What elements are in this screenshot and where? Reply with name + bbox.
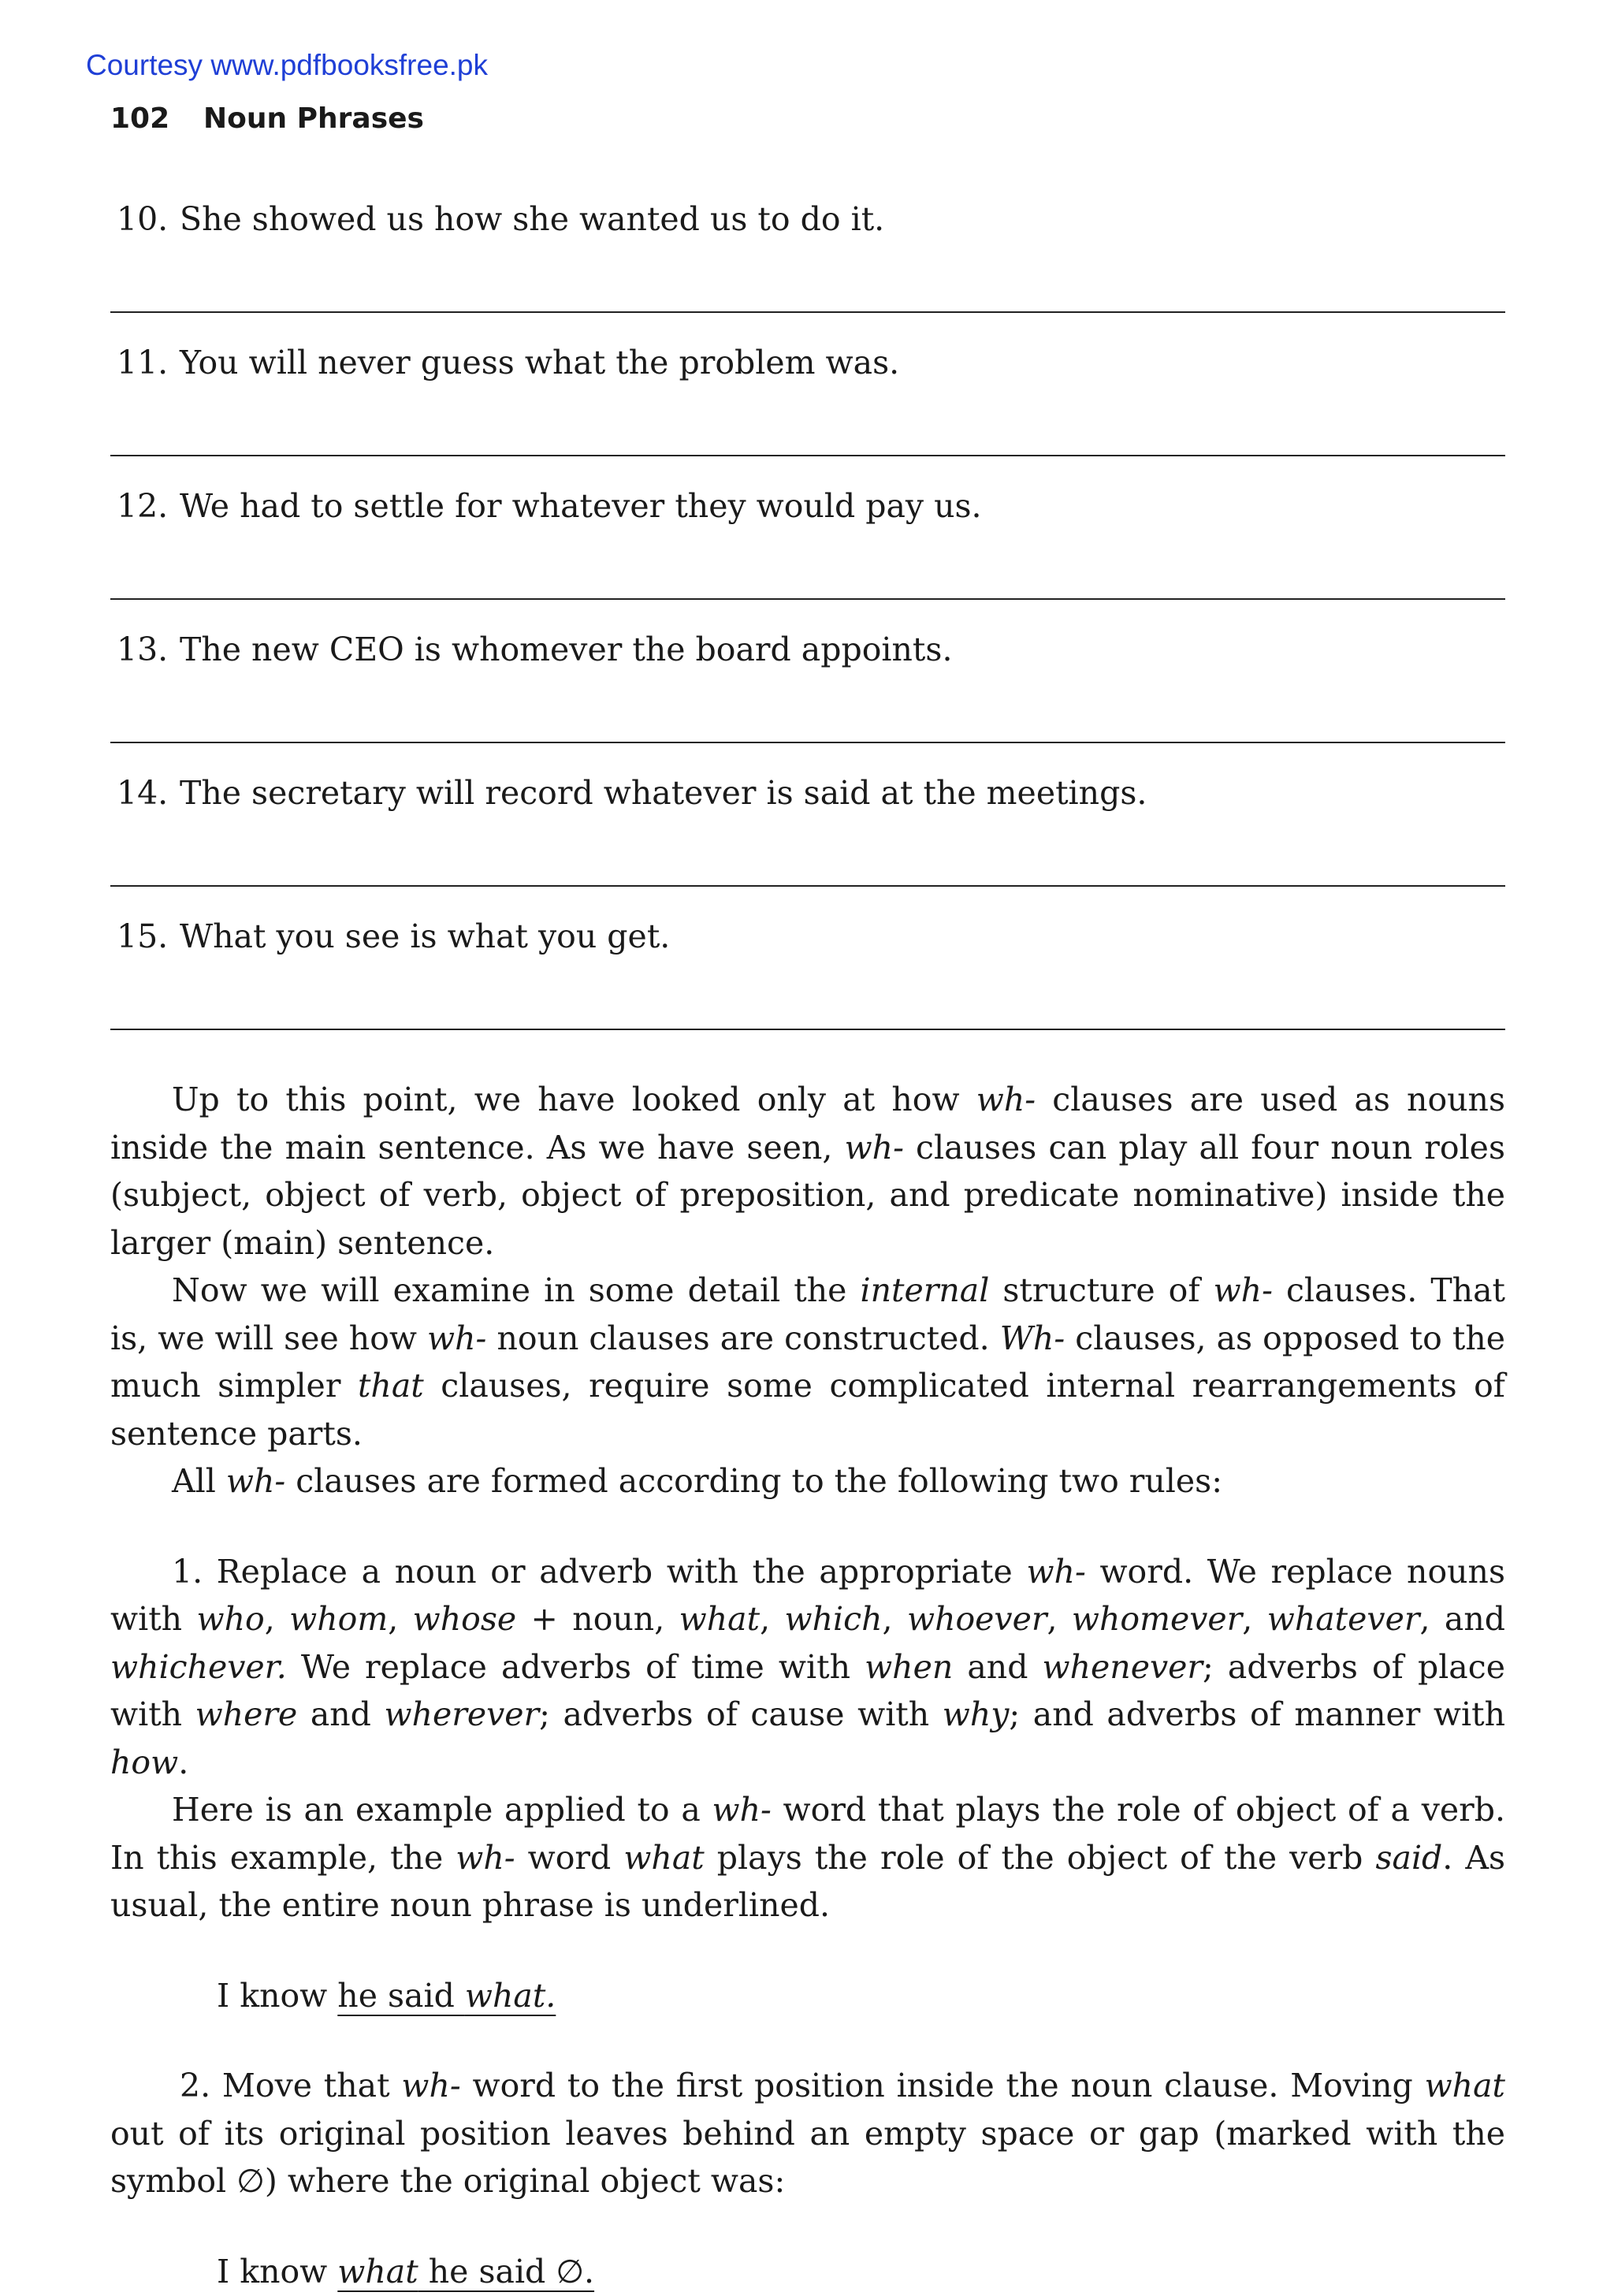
text-run: structure of [989,1271,1214,1309]
text-run: Wh- [999,1319,1065,1357]
rule-2 [110,2062,1505,2205]
text-run: whom [289,1600,389,1638]
text-run: wh- [1213,1271,1273,1309]
paragraph-intro [110,1076,1505,1267]
text-run: whoever [906,1600,1047,1638]
text-run: and [953,1647,1043,1686]
text-run: ; and adverbs of manner with [1009,1695,1505,1733]
text-run: I know [217,1976,338,2015]
text-run: . As usual, the entire noun phrase is underlined. [110,1838,1506,1924]
text-run: whenever [1042,1647,1203,1686]
text-run: noun clauses are constructed. [486,1319,1000,1357]
text-run: what [679,1600,761,1638]
text-run: how [110,1743,179,1781]
text-run: wh- [1026,1552,1086,1591]
text-run: , [264,1600,275,1638]
text-run: out of its original position leaves behind an empty space or gap (marked with the symbol ∅) where the original object was: [110,2114,1505,2200]
running-title: Noun Phrases [203,102,424,135]
answer-line[interactable] [110,598,1505,600]
answer-line[interactable] [110,311,1505,313]
spacer [110,2205,1505,2248]
text-run: whose [412,1600,517,1638]
exercise-list [110,181,1505,1042]
text-run: whomever [1071,1600,1243,1638]
text-run: , [388,1600,399,1638]
text-run: he said [337,1976,465,2015]
spacer [110,1929,1505,1972]
example-sentence-2 [110,2248,1505,2296]
text-run: and [297,1695,385,1733]
text-run: ; adverbs of place with [110,1647,1505,1733]
underlined-noun-phrase [337,2253,594,2290]
underlined-noun-phrase [337,1977,556,2015]
exercise-sentence: What you see is what you get. [180,917,671,955]
text-run: what [623,1838,705,1877]
paragraph-rules-intro [110,1457,1505,1505]
answer-line[interactable] [110,1029,1505,1030]
text-run: We replace adverbs of time with [286,1647,865,1686]
text-run: , [1242,1600,1253,1638]
text-run: , [882,1600,893,1638]
text-run: said [1375,1838,1443,1877]
example-sentence-1 [110,1972,1505,2020]
body-text [110,1076,1505,2295]
rule-1 [110,1548,1505,1787]
exercise-number: 14. [117,774,169,812]
text-run: what. [464,1976,556,2015]
exercise-number: 10. [117,200,169,238]
text-run: clauses can play all four noun roles (subject, object of verb, object of preposition, and predicate nominative) inside the larger (main) sentence. [110,1128,1505,1262]
spacer [110,1505,1505,1548]
text-run: clauses are used as nouns inside the main sentence. As we have seen, [110,1081,1505,1167]
text-run: , [760,1600,771,1638]
exercise-sentence: The new CEO is whomever the board appoints. [180,631,953,668]
exercise-sentence: You will never guess what the problem was. [180,344,900,381]
text-run: where [195,1695,298,1733]
text-run: whatever [1266,1600,1420,1638]
text-run: wherever [384,1695,540,1733]
text-run: . [178,1743,189,1781]
text-run: clauses, as opposed to the much simpler [110,1319,1505,1405]
text-run: + noun, [516,1600,679,1638]
paragraph-internal-structure [110,1267,1505,1457]
text-run: word [515,1838,624,1877]
text-run: what [337,2252,418,2290]
text-run: why [942,1695,1010,1733]
text-run: wh- [456,1838,515,1877]
exercise-sentence: She showed us how she wanted us to do it. [180,200,885,238]
text-run: ; adverbs of cause with [539,1695,943,1733]
exercise-item [110,612,1505,755]
text-run: clauses, require some complicated internal rearrangements of sentence parts. [110,1367,1505,1453]
text-run: I know [217,2252,338,2290]
text-run: internal [860,1271,990,1309]
text-run: wh- [401,2067,461,2104]
text-run: wh- [976,1081,1036,1118]
text-run: All [172,1462,226,1500]
text-run: wh- [712,1791,772,1829]
exercise-number: 15. [117,917,169,955]
text-run: that [357,1367,424,1405]
text-run: who [196,1600,265,1638]
exercise-sentence: The secretary will record whatever is said at the meetings. [180,774,1147,812]
text-run: 1. Replace a noun or adverb with the appropriate [172,1552,1027,1591]
text-run: which [784,1600,883,1638]
text-run: whichever. [110,1647,287,1686]
text-run: what [1424,2067,1505,2104]
text-run: word to the first position inside the noun clause. Moving [460,2067,1425,2104]
exercise-number: 11. [117,344,169,381]
exercise-sentence: We had to settle for whatever they would pay us. [180,487,982,525]
text-run: Now we will examine in some detail the [172,1271,861,1309]
running-head [110,102,424,135]
exercise-item [110,325,1505,468]
exercise-item [110,468,1505,612]
text-run: wh- [844,1128,904,1167]
page-number: 102 [110,102,170,135]
text-run: he said ∅. [418,2252,595,2290]
text-run: clauses. That is, we will see how [110,1271,1505,1357]
text-run: wh- [427,1319,487,1357]
text-run: 2. Move that [180,2067,402,2104]
text-run: wh- [225,1462,286,1500]
text-run: word. We replace nouns with [110,1552,1505,1638]
exercise-number: 12. [117,487,169,525]
paragraph-example-intro [110,1786,1505,1929]
exercise-item [110,181,1505,325]
answer-line[interactable] [110,742,1505,743]
text-run: , [1047,1600,1058,1638]
text-run: Up to this point, we have looked only at how [172,1081,976,1118]
text-run: , and [1419,1600,1505,1638]
text-run: when [865,1647,954,1686]
exercise-number: 13. [117,631,169,668]
text-run: word that plays the role of object of a verb. In this example, the [110,1791,1506,1877]
text-run: clauses are formed according to the following two rules: [285,1462,1223,1500]
exercise-item [110,899,1505,1042]
answer-line[interactable] [110,455,1505,456]
courtesy-link[interactable]: Courtesy www.pdfbooksfree.pk [86,49,489,81]
exercise-item [110,755,1505,899]
text-run: Here is an example applied to a [172,1791,712,1829]
text-run: plays the role of the object of the verb [704,1838,1376,1877]
answer-line[interactable] [110,885,1505,887]
spacer [110,2019,1505,2062]
